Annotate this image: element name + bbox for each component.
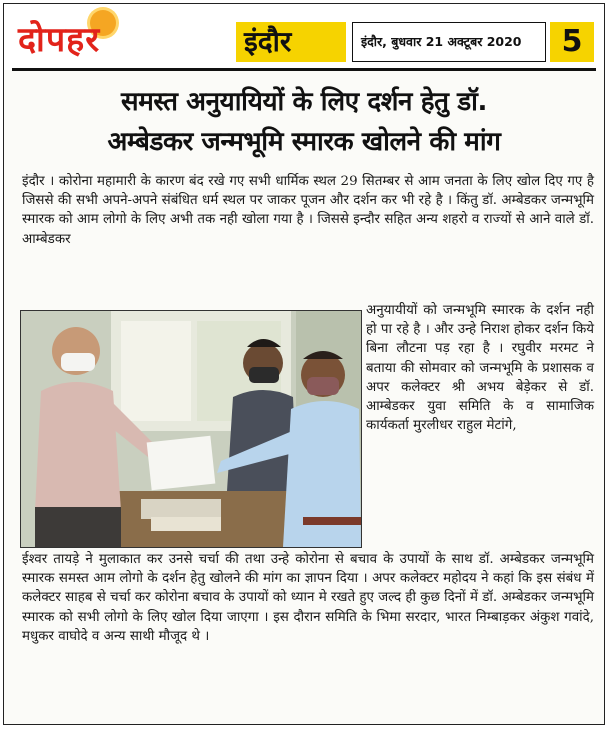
logo-text: दोपहर: [18, 20, 101, 60]
article-body-bottom: [22, 550, 594, 646]
page-number: [550, 22, 594, 62]
page-number-text: 5: [561, 24, 583, 59]
article-paragraph-side: अनुयायीयों को जन्मभूमि स्मारक के दर्शन नही हो पा रहे है । और उन्हे निराश होकर दर्शन किये बिना लौटना पड़ रहा है । रघुवीर मरमट ने बताया की सोमवार को जन्मभूमि के प्रशासक व अपर कलेक्टर श्री अभय बेड़ेकर से डॉ. आम्बेडकर युवा समिति के व सामाजिक कार्यकर्ता मुरलीधर राहुल मेटांगे,: [366, 303, 594, 434]
city-name: इंदौर: [244, 25, 292, 58]
article-paragraph-bottom: ईश्वर तायड़े ने मुलाकात कर उनसे चर्चा की तथा उन्हे कोरोना से बचाव के उपायों के साथ डॉ. अम्बेडकर जन्मभूमि स्मारक समस्त आम लोगो के दर्शन हेतु खोलने की मांग का ज्ञापन दिया । अपर कलेक्टर महोदय ने कहां कि इस संबंध में कलेक्टर साहब से चर्चा कर कोरोना बचाव के उपायों को ध्यान मे रखते हुए जल्द ही कुछ दिनों में डॉ. अम्बेडकर जन्मभूमि स्मारक को सभी लोगो के लिए खोल दिया जाएगा । इस दौरान समिति के भिमा सरदार, भारत निम्बाड़कर अंकुश गवांदे, मधुकर वाघोदे व अन्य साथी मौजूद थे ।: [22, 552, 594, 644]
article-paragraph-top: इंदौर । कोरोना महामारी के कारण बंद रखे गए सभी धार्मिक स्थल 29 सितम्बर से आम जनता के लिए खोल दिए गए है जिससे की सभी अपने-अपने संबंधित धर्म स्थल पर जाकर पूजन और दर्शन कर भी रहे है । किंतु डॉ. अम्बेडकर जन्मभूमि स्मारक को आम लोगो के लिए अभी तक नही खोला गया है । जिससे इन्दौर सहित अन्य शहरो व राज्यों से आने वाले डॉ. आम्बेडकर: [22, 174, 594, 247]
article-headline: [14, 82, 594, 162]
newspaper-logo: [18, 16, 230, 62]
dateline-text: इंदौर, बुधवार 21 अक्टूबर 2020: [361, 34, 522, 49]
city-label: [236, 22, 346, 62]
news-photo: [20, 310, 362, 548]
article-body-top: [22, 172, 594, 249]
masthead-divider: [12, 68, 596, 71]
masthead: [4, 4, 604, 70]
photo-illustration: [21, 311, 361, 547]
headline-line-2: अम्बेडकर जन्मभूमि स्मारक खोलने की मांग: [107, 127, 501, 157]
dateline: [352, 22, 546, 62]
article-body-side: [366, 301, 594, 435]
newspaper-page: [3, 3, 605, 725]
headline-line-1: समस्त अनुयायियों के लिए दर्शन हेतु डॉ.: [121, 87, 487, 117]
